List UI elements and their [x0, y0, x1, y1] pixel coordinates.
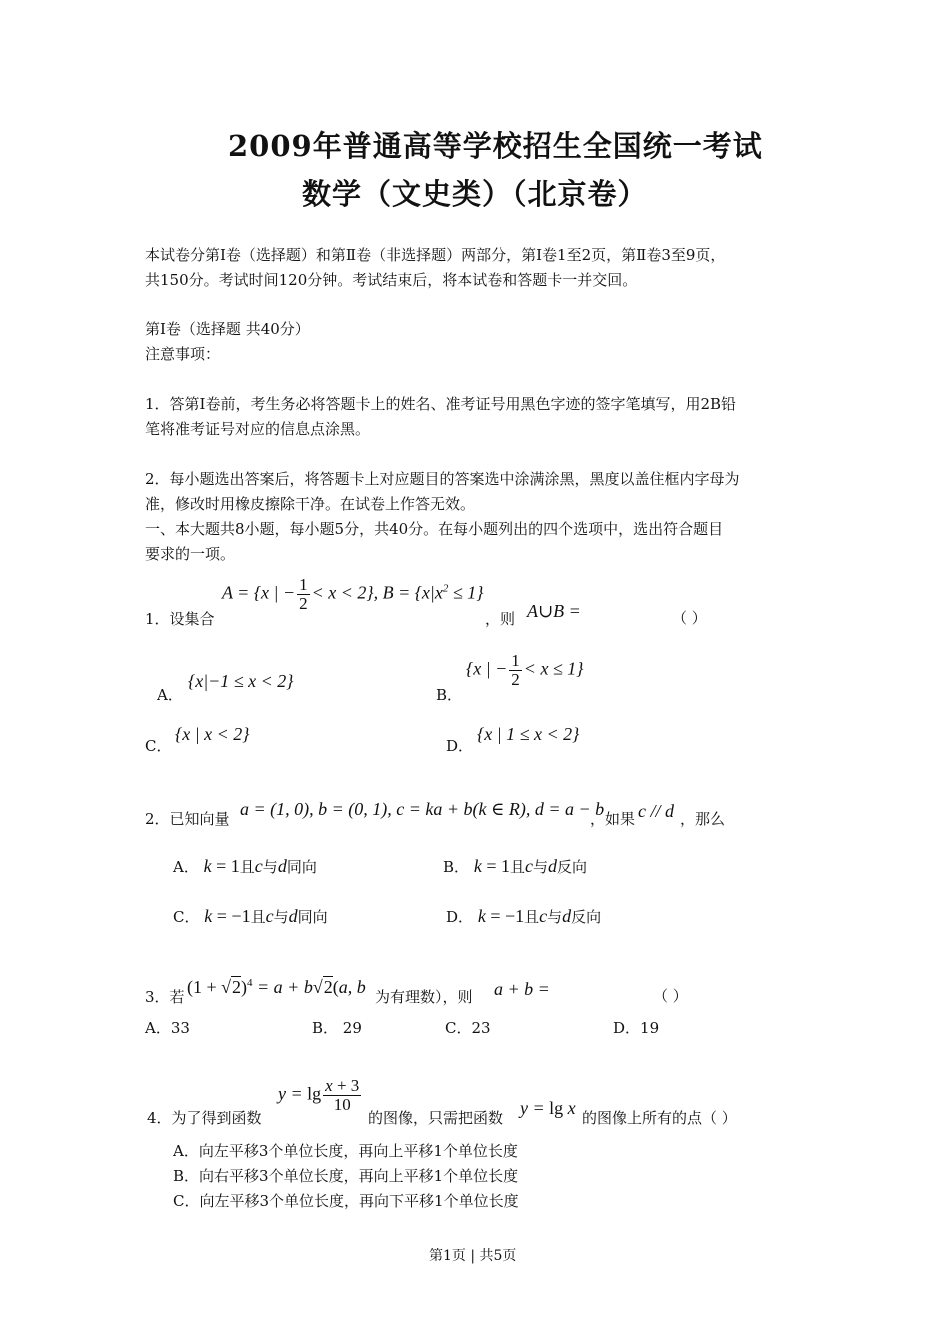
q4-middle: 的图像，只需把函数	[368, 1109, 504, 1127]
q2-option-b: B． k = 1且c与d反向	[443, 856, 588, 876]
q3-rational: 为有理数），则	[375, 988, 473, 1006]
q1-option-c-label: C．	[145, 737, 172, 755]
page-number: 第1页 | 共5页	[429, 1248, 517, 1264]
q2-option-c-label: C．	[173, 908, 200, 926]
q1-option-d-label: D．	[446, 737, 474, 755]
page-subtitle: 数学（文史类）（北京卷）	[302, 177, 648, 211]
q3-prefix: 3．若	[145, 988, 185, 1006]
q2-option-c: C． k = −1且c与d同向	[173, 906, 328, 926]
note-2-line-2: 准，修改时用橡皮擦除干净。在试卷上作答无效。	[145, 495, 476, 513]
note-1-line-1: 1．答第I卷前，考生务必将答题卡上的姓名、准考证号用黑色字迹的签字笔填写，用2B铅	[145, 395, 737, 413]
q3-answer-bracket: （ ）	[653, 987, 688, 1005]
q3-target: a + b =	[494, 979, 550, 999]
q2-option-a-label: A．	[173, 858, 199, 876]
q1-answer-bracket: （ ）	[672, 609, 707, 627]
q2-option-d-k: k = −1	[477, 906, 525, 926]
q3-formula: $(1 + √2)^4 = a + b√2(a$, b	[187, 977, 366, 997]
section-1-line-2: 要求的一项。	[145, 545, 236, 563]
page-title: 2009年普通高等学校招生全国统一考试	[228, 129, 763, 163]
q3-option-b: B． 29	[312, 1019, 362, 1037]
section-1-line-1: 一、本大题共8小题，每小题5分，共40分。在每小题列出的四个选项中，选出符合题目	[145, 520, 724, 538]
note-1-line-2: 笔将准考证号对应的信息点涂黑。	[145, 420, 371, 438]
q2-option-a-k: k = 1	[203, 856, 240, 876]
q1-set-formula: A = {x | − $\frac{1}{2}$ < x < 2}, $B = \{x|x^2 \le 1\}$	[222, 575, 484, 613]
q2-option-d: D． k = −1且c与d反向	[446, 906, 602, 926]
q2-option-d-label: D．	[446, 908, 474, 926]
q3-option-a: A．33	[145, 1019, 190, 1037]
q2-option-a: A． k = 1且c与d同向	[173, 856, 317, 876]
q1-option-a-label: A．	[157, 686, 183, 704]
q2-option-b-label: B．	[443, 858, 470, 876]
q1-option-d: {x | 1 ≤ x < 2}	[477, 724, 580, 744]
q2-if: ，如果	[590, 810, 636, 828]
q1-option-b: {x | − $\frac{1}{2}$ < x ≤ 1}	[466, 651, 584, 689]
q4-prefix: 4．为了得到函数	[147, 1109, 262, 1127]
q4-suffix: 的图像上所有的点（ ）	[582, 1109, 737, 1127]
note-2-line-1: 2．每小题选出答案后，将答题卡上对应题目的答案选中涂满涂黑，黑度以盖住框内字母为	[145, 470, 740, 488]
q2-vector-formula: a = (1, 0), b = (0, 1), c = ka + b(k ∈ R), d = a − b	[240, 799, 605, 819]
q2-option-c-k: k = −1	[204, 906, 251, 926]
q2-prefix: 2．已知向量	[145, 810, 230, 828]
q4-base-function: y = lg x	[520, 1098, 576, 1118]
q4-function: y = lg $\frac{x + 3}{10}$	[278, 1076, 360, 1114]
intro-line-2: 共150分。考试时间120分钟。考试结束后，将本试卷和答题卡一并交回。	[145, 271, 638, 289]
part1-heading: 第I卷（选择题 共40分）	[145, 320, 310, 338]
q4-option-a: A．向左平移3个单位长度，再向上平移1个单位长度	[173, 1142, 518, 1160]
q1-then: ，则	[485, 610, 516, 628]
q1-option-b-label: B．	[436, 686, 463, 704]
q2-option-b-k: k = 1	[473, 856, 510, 876]
q1-union: A∪B =	[527, 601, 581, 621]
q4-option-c: C．向左平移3个单位长度，再向下平移1个单位长度	[173, 1192, 519, 1210]
intro-line-1: 本试卷分第I卷（选择题）和第Ⅱ卷（非选择题）两部分，第I卷1至2页，第Ⅱ卷3至9页，	[145, 246, 726, 264]
q2-condition: c // d	[638, 801, 674, 821]
q1-prefix: 1．设集合	[145, 610, 215, 628]
q4-option-b: B．向右平移3个单位长度，再向上平移1个单位长度	[173, 1167, 519, 1185]
q2-then: ，那么	[680, 810, 726, 828]
q3-option-c: C．23	[445, 1019, 491, 1037]
q1-option-a: {x|−1 ≤ x < 2}	[188, 671, 294, 691]
q1-option-c: {x | x < 2}	[175, 724, 250, 744]
q3-option-d: D．19	[613, 1019, 660, 1037]
notice-heading: 注意事项：	[145, 345, 221, 363]
